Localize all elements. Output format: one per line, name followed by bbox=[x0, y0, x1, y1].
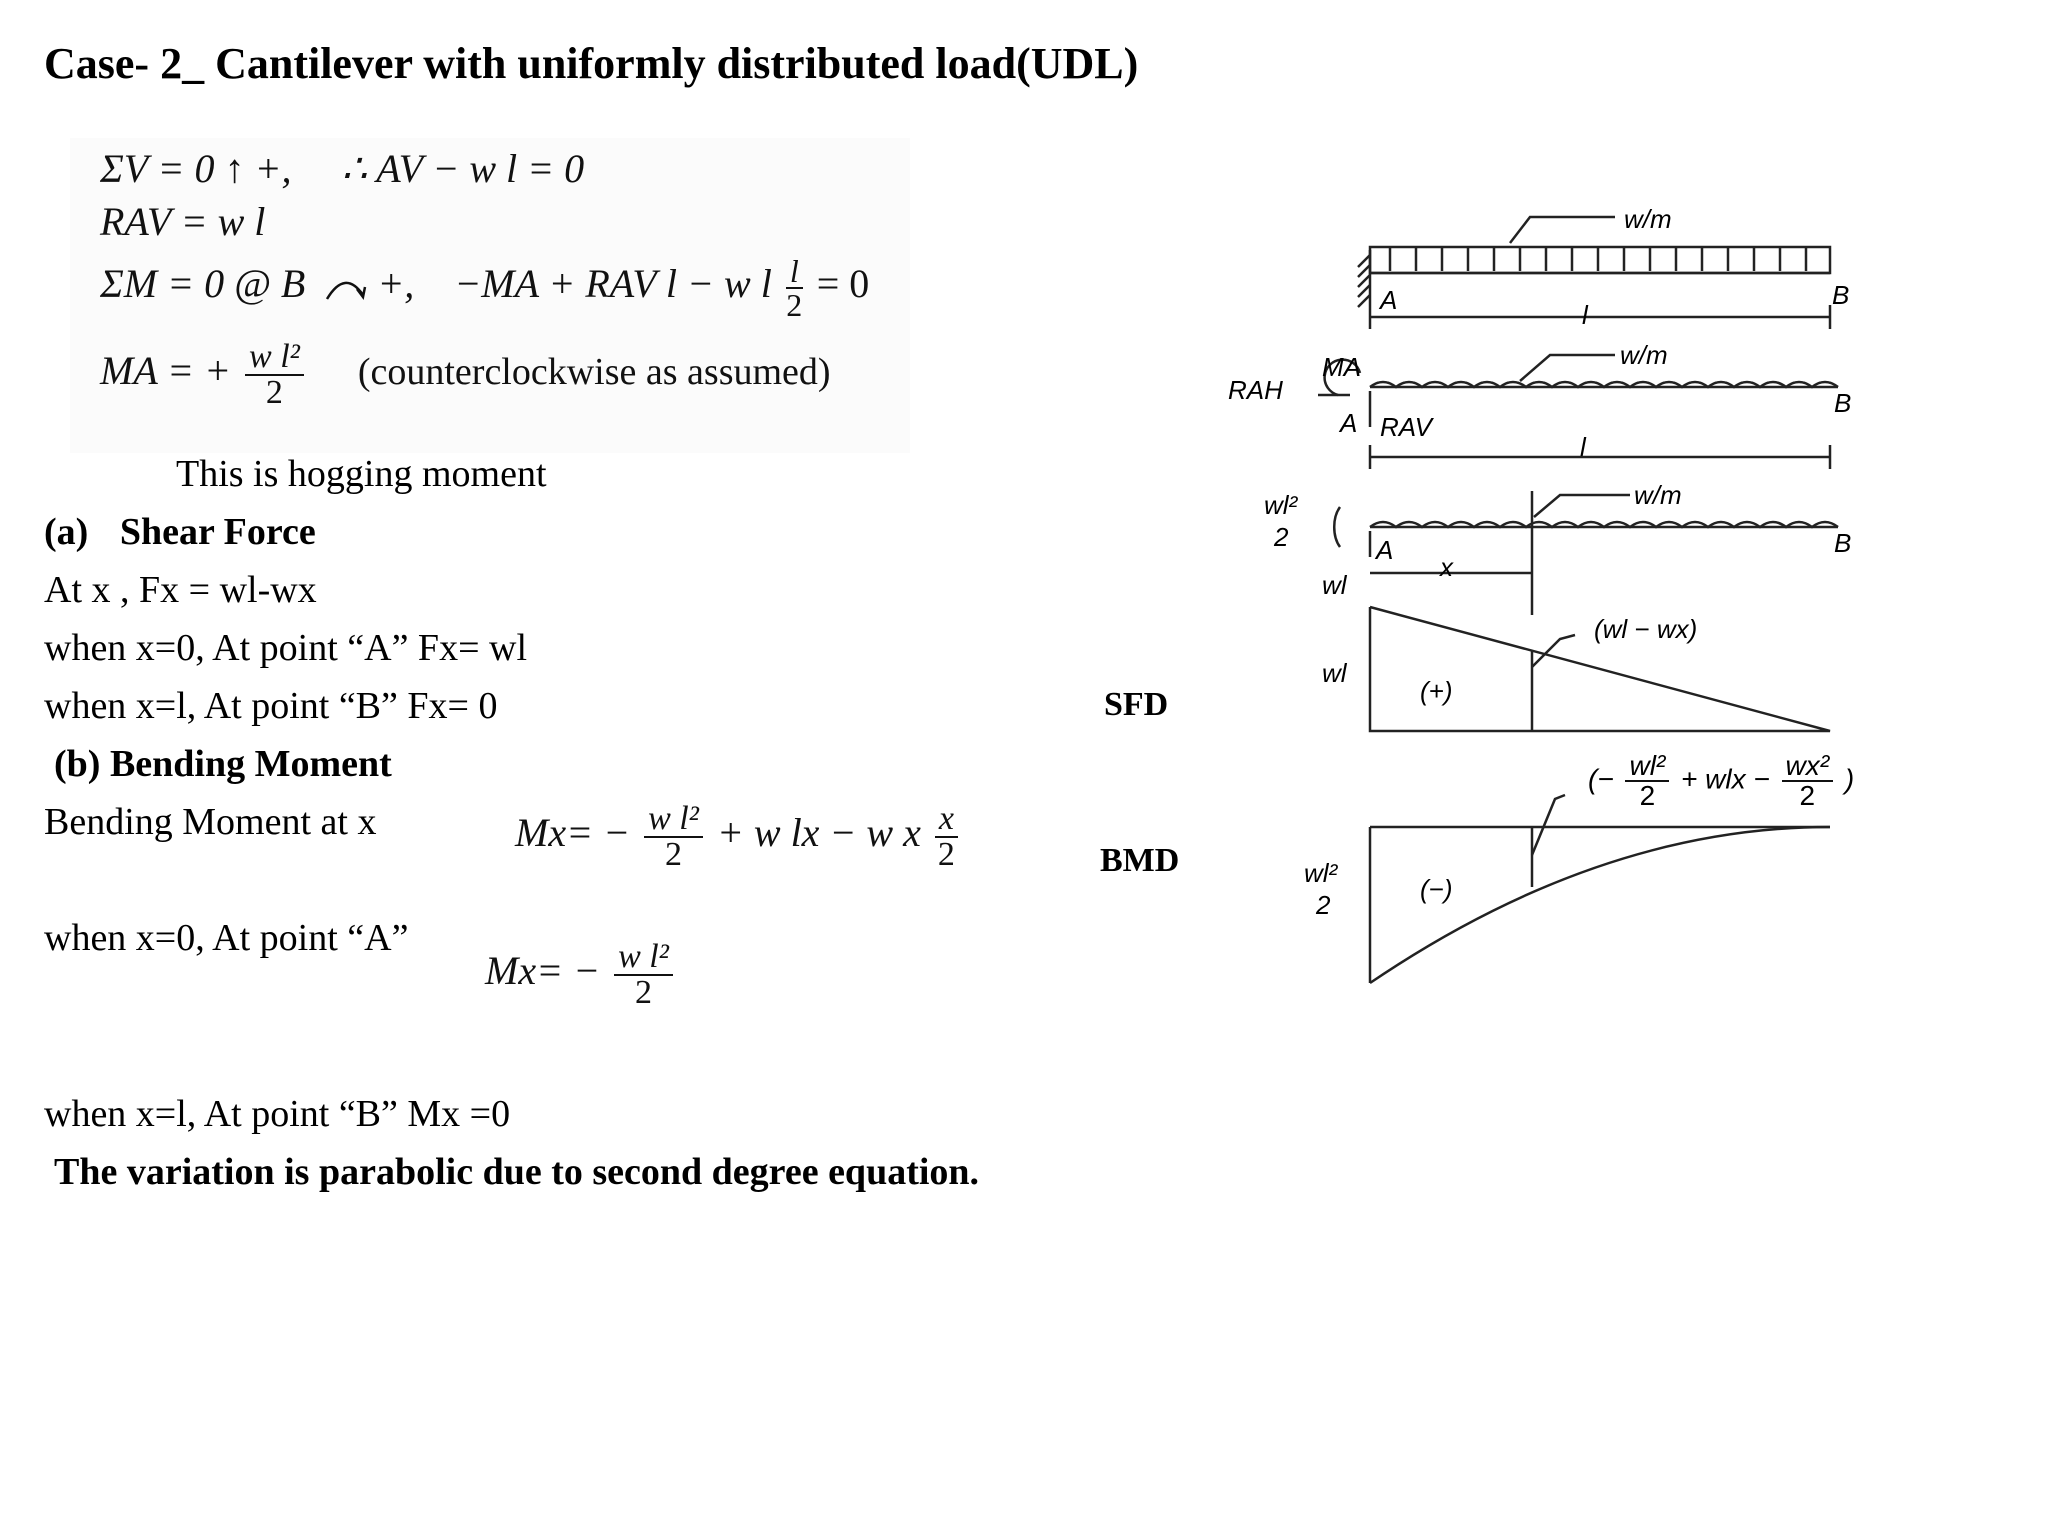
wm-leader-3 bbox=[1534, 495, 1630, 517]
l-label-1: l bbox=[1582, 300, 1588, 330]
wl2-num-1: wl² bbox=[1264, 490, 1298, 520]
mx-frac-2 bbox=[935, 802, 958, 872]
bm-expr-den-1: 2 bbox=[1639, 780, 1656, 811]
sfd-leader bbox=[1532, 635, 1575, 667]
bmd-curve bbox=[1370, 827, 1830, 983]
mx0-frac bbox=[614, 940, 673, 1010]
mx0-num: w l² bbox=[614, 940, 673, 976]
eq4-fraction bbox=[245, 340, 304, 410]
hogging-note: This is hogging moment bbox=[176, 453, 547, 495]
eq3-left: ΣM = 0 @ B bbox=[100, 261, 306, 307]
mx-formula bbox=[515, 802, 962, 872]
eq3-mid: +, bbox=[377, 261, 415, 307]
a-label-3: A bbox=[1376, 535, 1394, 565]
mx-mid: + w lx − w x bbox=[716, 810, 921, 856]
a-label-2: A bbox=[1340, 408, 1358, 438]
eq4-note: (counterclockwise as assumed) bbox=[357, 351, 831, 394]
b-label-3: B bbox=[1834, 528, 1852, 558]
mx-f2-den: 2 bbox=[937, 836, 955, 873]
eq4-frac-num: w l² bbox=[245, 340, 304, 376]
fixed-support bbox=[1358, 250, 1370, 307]
mx-frac-1 bbox=[644, 802, 703, 872]
x-label: x bbox=[1440, 552, 1453, 582]
ma-label: MA bbox=[1322, 352, 1361, 382]
rav-label: RAV bbox=[1380, 412, 1433, 442]
mx-at-a-text: when x=0, At point “A” bbox=[44, 917, 409, 959]
sfd-label: SFD bbox=[1104, 686, 1169, 723]
wm-label-3: w/m bbox=[1634, 480, 1682, 510]
mx-f2-num: x bbox=[935, 802, 958, 838]
wl-label-2: wl bbox=[1322, 658, 1347, 688]
plus-sign-label: (+) bbox=[1420, 676, 1453, 706]
bending-moment-heading: (b) Bending Moment bbox=[54, 743, 392, 785]
eq3-fraction bbox=[786, 255, 803, 321]
eq4-frac-den: 2 bbox=[265, 374, 283, 411]
wm-leader-1 bbox=[1510, 217, 1615, 243]
moment-arc-3 bbox=[1334, 507, 1340, 547]
bm-expression: (− $\frac{\text{wl²}}{2}$ + wlx − $\frac{\text{wx²}}{2}$ ) bbox=[1588, 750, 1855, 811]
mx-lhs: Mx= − bbox=[515, 810, 631, 856]
fx-line: At x , Fx = wl-wx bbox=[44, 569, 317, 611]
wm-label-2: w/m bbox=[1620, 340, 1668, 370]
mx-f1-den: 2 bbox=[664, 836, 682, 873]
bm-at-x: Bending Moment at x bbox=[44, 801, 377, 843]
two-den-1: 2 bbox=[1274, 522, 1289, 552]
wl-label-1: wl bbox=[1322, 570, 1347, 600]
cantilever-diagram bbox=[1220, 195, 2000, 1015]
bm-expr-den-2: 2 bbox=[1799, 780, 1816, 811]
mx-at-b-text: when x=l, At point “B” Mx =0 bbox=[44, 1093, 511, 1135]
page-title: Case- 2_ Cantilever with uniformly distributed load(UDL) bbox=[44, 39, 1139, 88]
mx0-lhs: Mx= − bbox=[485, 948, 601, 994]
equation-rav: RAV = w l bbox=[100, 199, 266, 244]
bmd-leader bbox=[1532, 795, 1565, 855]
bmd-label: BMD bbox=[1100, 842, 1180, 879]
shear-heading-label: (a) bbox=[44, 511, 89, 553]
mx0-den: 2 bbox=[634, 974, 652, 1011]
fx-at-a: when x=0, At point “A” Fx= wl bbox=[44, 627, 527, 669]
wm-leader-2 bbox=[1520, 355, 1615, 381]
variation-note: The variation is parabolic due to second degree equation. bbox=[54, 1151, 980, 1193]
bm-expr-num-2: wx² bbox=[1782, 752, 1834, 782]
wl-minus-wx-label: (wl − wx) bbox=[1594, 614, 1698, 644]
b-label-1: B bbox=[1832, 280, 1850, 310]
l-label-2: l bbox=[1580, 432, 1586, 462]
bm-expr-mid: + wlx − bbox=[1681, 763, 1770, 795]
minus-sign-label: (−) bbox=[1420, 874, 1453, 904]
fx-at-b: when x=l, At point “B” Fx= 0 bbox=[44, 685, 498, 727]
two-den-2: 2 bbox=[1316, 890, 1331, 920]
equation-ma bbox=[100, 340, 831, 410]
eq1-left: ΣV = 0 ↑ +, bbox=[100, 146, 292, 191]
mx-f1-num: w l² bbox=[644, 802, 703, 838]
a-label-1: A bbox=[1380, 285, 1398, 315]
bm-expr-frac-2 bbox=[1782, 752, 1834, 810]
rah-label: RAH bbox=[1228, 375, 1283, 405]
eq3-frac-num: l bbox=[786, 255, 803, 289]
bm-expr-num-1: wl² bbox=[1625, 752, 1669, 782]
udl-arrows bbox=[1390, 247, 1806, 271]
equation-sum-vertical bbox=[100, 145, 584, 192]
eq3-right: −MA + RAV l − w l bbox=[454, 261, 772, 307]
eq3-frac-den: 2 bbox=[786, 287, 803, 323]
eq1-right: ∴ AV − w l = 0 bbox=[341, 146, 585, 191]
bm-expr-frac-1 bbox=[1625, 752, 1669, 810]
b-label-2: B bbox=[1834, 388, 1852, 418]
eq3-end: = 0 bbox=[816, 261, 870, 307]
moment-arc-icon bbox=[323, 273, 367, 303]
wm-label-1: w/m bbox=[1624, 204, 1672, 234]
shear-force-heading bbox=[44, 510, 316, 554]
eq4-left: MA = + bbox=[100, 348, 232, 394]
mx-at-a-formula bbox=[485, 940, 677, 1010]
shear-heading-text: Shear Force bbox=[119, 511, 316, 553]
equation-sum-moment bbox=[100, 255, 869, 321]
wl2-num-2: wl² bbox=[1304, 858, 1338, 888]
udl-load-block bbox=[1370, 247, 1830, 273]
